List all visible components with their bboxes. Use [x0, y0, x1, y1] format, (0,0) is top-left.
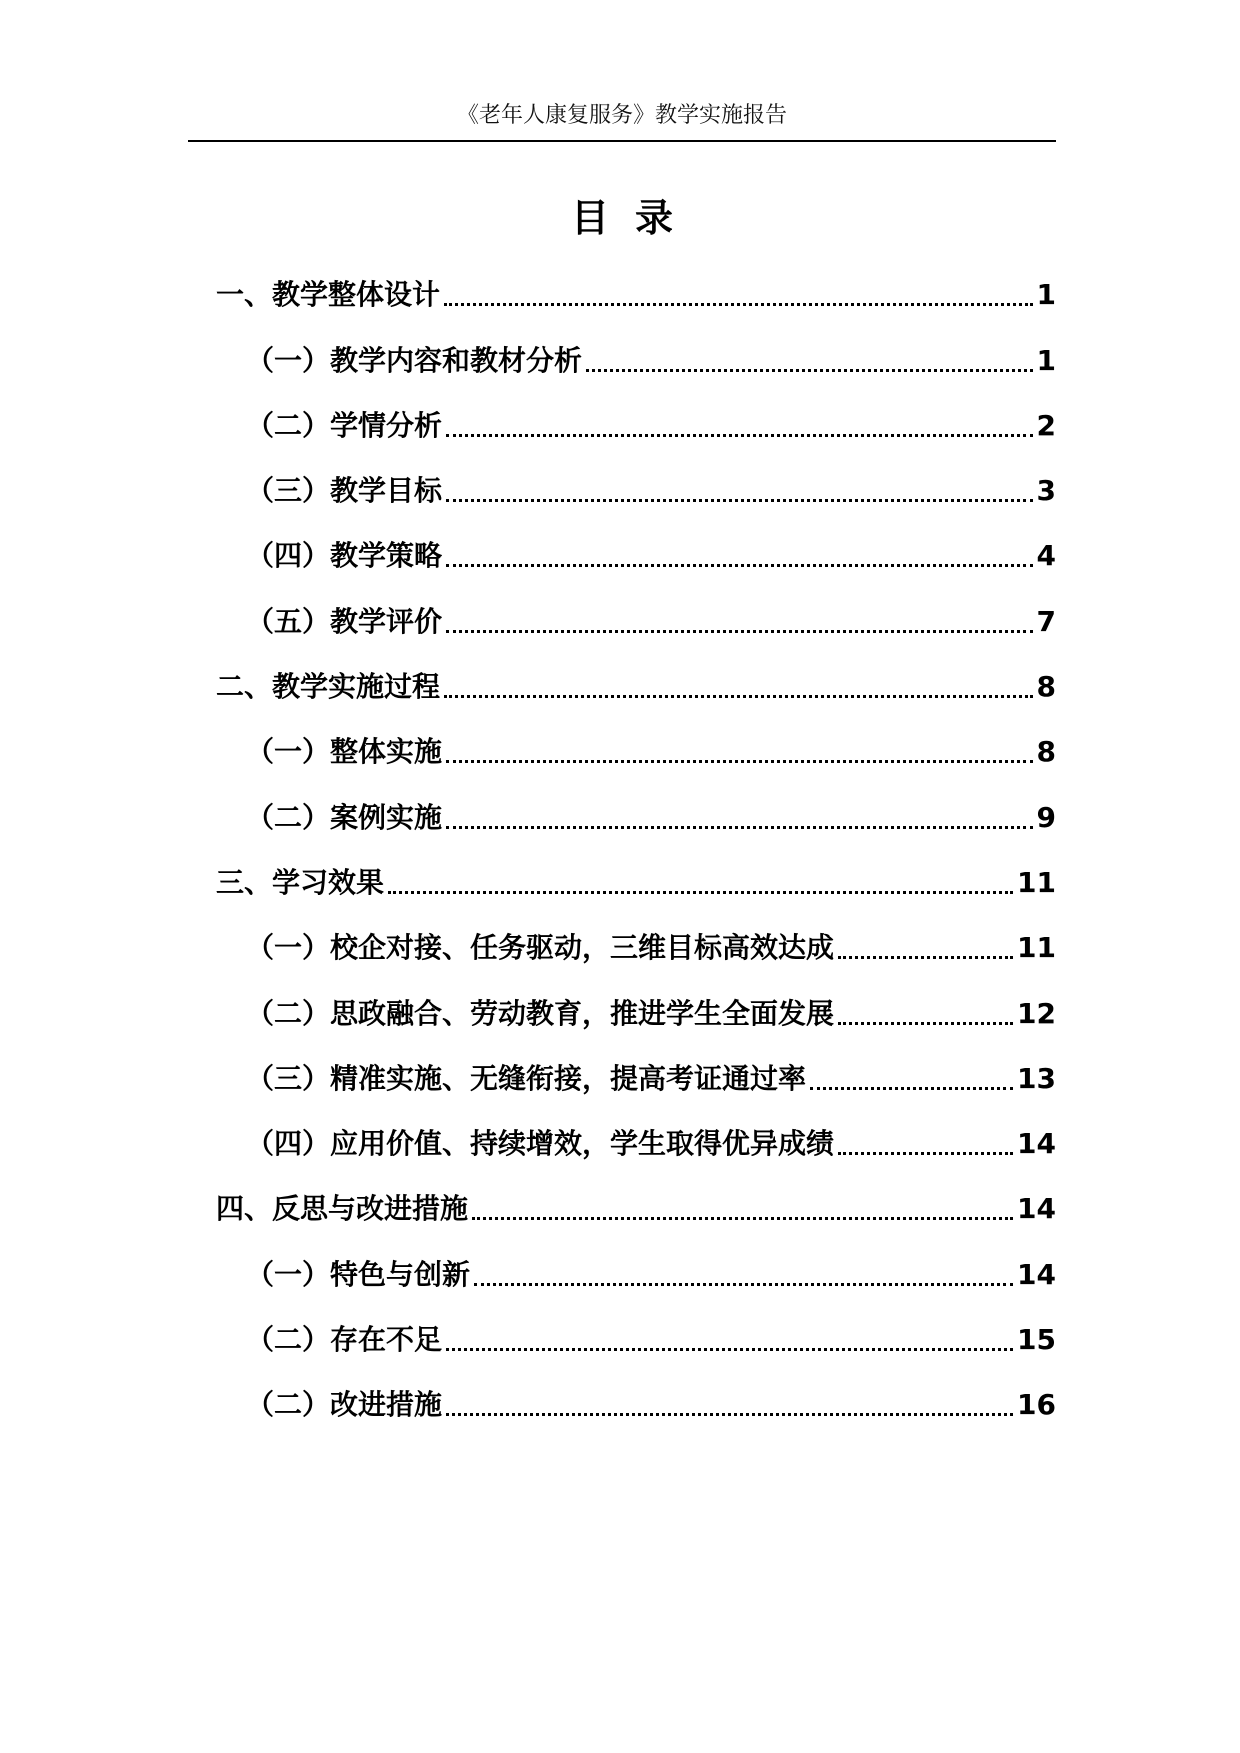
toc-entry-page: 2	[1036, 408, 1056, 442]
toc-entry[interactable]	[216, 389, 1056, 454]
dot-leader	[446, 760, 1033, 763]
dot-leader	[586, 369, 1033, 372]
dot-leader	[388, 891, 1013, 894]
toc-entry[interactable]	[216, 1237, 1056, 1302]
toc-entry-label: （二）案例实施	[246, 800, 443, 834]
toc-entry[interactable]	[216, 650, 1056, 715]
dot-leader	[444, 695, 1033, 698]
toc-entry[interactable]	[216, 258, 1056, 323]
toc-entry[interactable]	[216, 1368, 1056, 1433]
toc-entry-label: 二、教学实施过程	[216, 670, 441, 704]
toc-entry-label: 三、学习效果	[216, 865, 385, 899]
toc-entry[interactable]	[216, 976, 1056, 1041]
toc-entry[interactable]	[216, 1172, 1056, 1237]
toc-entry[interactable]	[216, 846, 1056, 911]
toc-entry-label: （四）教学策略	[246, 539, 443, 573]
toc-entry[interactable]	[216, 323, 1056, 388]
dot-leader	[838, 1152, 1013, 1155]
toc-entry[interactable]	[216, 1107, 1056, 1172]
toc-entry-label: 四、反思与改进措施	[216, 1192, 469, 1226]
dot-leader	[446, 499, 1033, 502]
toc-entry-page: 16	[1017, 1388, 1056, 1422]
toc-entry-label: 一、教学整体设计	[216, 278, 441, 312]
toc-entry-page: 11	[1017, 931, 1056, 965]
toc-entry-page: 11	[1017, 865, 1056, 899]
toc-entry-label: （五）教学评价	[246, 604, 443, 638]
dot-leader	[446, 1348, 1013, 1351]
dot-leader	[444, 303, 1033, 306]
toc-entry-label: （四）应用价值、持续增效，学生取得优异成绩	[246, 1127, 835, 1161]
toc-entry-page: 15	[1017, 1323, 1056, 1357]
toc-entry[interactable]	[216, 519, 1056, 584]
dot-leader	[446, 564, 1033, 567]
dot-leader	[472, 1217, 1013, 1220]
dot-leader	[474, 1283, 1013, 1286]
toc-entry[interactable]	[216, 584, 1056, 649]
toc-entry-page: 8	[1036, 735, 1056, 769]
toc-entry-page: 12	[1017, 996, 1056, 1030]
dot-leader	[446, 1413, 1013, 1416]
toc-entry-page: 3	[1036, 474, 1056, 508]
toc-entry[interactable]	[216, 1042, 1056, 1107]
toc-entry-page: 14	[1017, 1127, 1056, 1161]
toc-entry[interactable]	[216, 715, 1056, 780]
toc-entry-label: （二）学情分析	[246, 408, 443, 442]
toc-entry-label: （二）思政融合、劳动教育，推进学生全面发展	[246, 996, 835, 1030]
toc-entry-page: 1	[1036, 343, 1056, 377]
toc-entry[interactable]	[216, 454, 1056, 519]
toc-entry-label: （二）存在不足	[246, 1323, 443, 1357]
toc-entry-page: 13	[1017, 1061, 1056, 1095]
toc-entry[interactable]	[216, 1303, 1056, 1368]
toc-entry-label: （一）特色与创新	[246, 1257, 471, 1291]
toc-entry-page: 7	[1036, 604, 1056, 638]
dot-leader	[446, 630, 1033, 633]
dot-leader	[446, 434, 1033, 437]
toc-entry-label: （三）教学目标	[246, 474, 443, 508]
toc-entry-label: （一）整体实施	[246, 735, 443, 769]
table-of-contents	[216, 258, 1056, 1433]
running-header: 《老年人康复服务》教学实施报告	[456, 103, 787, 128]
toc-title: 目录	[570, 196, 699, 240]
toc-entry-label: （二）改进措施	[246, 1388, 443, 1422]
toc-entry[interactable]	[216, 911, 1056, 976]
dot-leader	[446, 826, 1033, 829]
toc-entry-page: 1	[1036, 278, 1056, 312]
toc-entry-page: 14	[1017, 1257, 1056, 1291]
toc-entry-page: 8	[1036, 670, 1056, 704]
toc-entry-page: 4	[1036, 539, 1056, 573]
toc-entry-page: 14	[1017, 1192, 1056, 1226]
toc-entry-label: （一）校企对接、任务驱动，三维目标高效达成	[246, 931, 835, 965]
dot-leader	[810, 1087, 1013, 1090]
dot-leader	[838, 1022, 1013, 1025]
toc-entry-page: 9	[1036, 800, 1056, 834]
toc-entry[interactable]	[216, 780, 1056, 845]
toc-entry-label: （一）教学内容和教材分析	[246, 343, 583, 377]
dot-leader	[838, 956, 1013, 959]
toc-entry-label: （三）精准实施、无缝衔接，提高考证通过率	[246, 1061, 807, 1095]
header-divider	[188, 140, 1056, 142]
